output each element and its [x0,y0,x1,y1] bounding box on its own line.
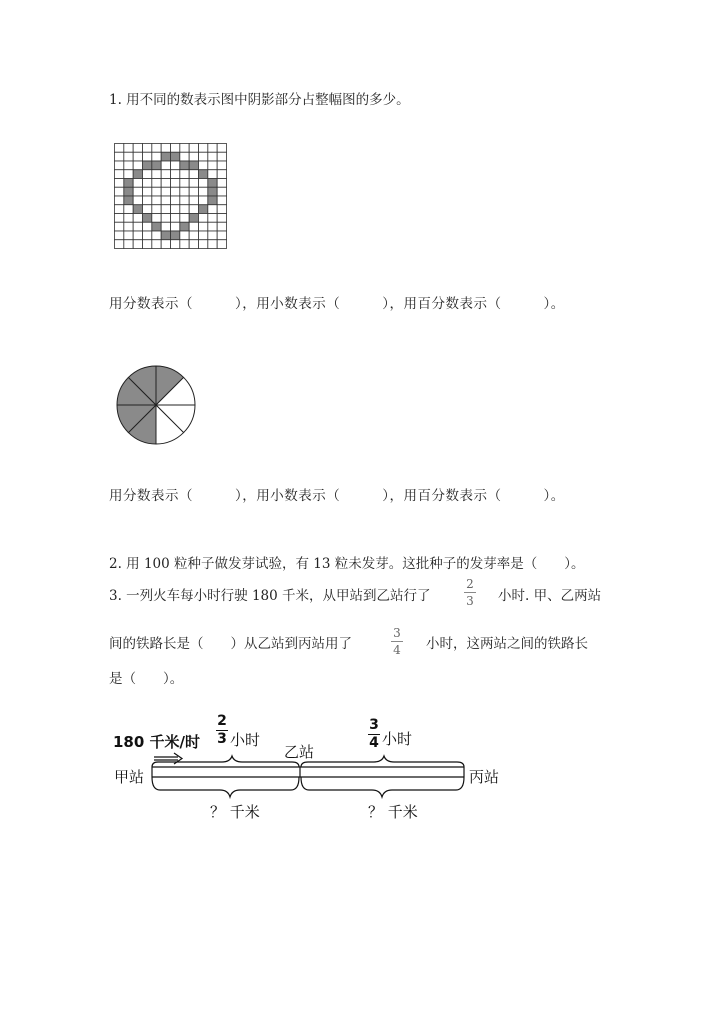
circle-figure [115,364,197,446]
grid-cell [171,152,180,161]
grid-cell [217,187,226,196]
grid-cell [171,214,180,223]
unknown-distance-1: ？ 千米 [210,803,260,821]
grid-cell [217,196,226,205]
grid-cell [199,179,208,188]
grid-cell [143,240,152,249]
grid-cell [199,170,208,179]
grid-cell [161,214,170,223]
grid-cell [133,144,142,153]
grid-cell [115,205,124,214]
fraction-numerator: 2 [217,713,227,729]
grid-cell [124,144,133,153]
unknown-distance-2: ？ 千米 [368,803,418,821]
grid-cell [189,205,198,214]
grid-cell [152,161,161,170]
question-3-line-1a: 3. 一列火车每小时行驶 180 千米，从甲站到乙站行了 [109,588,431,604]
grid-cell [133,179,142,188]
grid-cell [199,214,208,223]
fraction-denominator: 4 [369,735,379,751]
grid-cell [152,170,161,179]
grid-cell [180,152,189,161]
grid-cell [161,205,170,214]
grid-cell [208,170,217,179]
fraction-numerator: 2 [466,577,474,591]
grid-cell [208,205,217,214]
grid-cell [208,196,217,205]
question-2: 2. 用 100 粒种子做发芽试验，有 13 粒未发芽。这批种子的发芽率是（ ）。 [109,556,585,572]
grid-cell [124,170,133,179]
grid-cell [180,214,189,223]
diagram-fraction-1-unit: 小时 [230,731,261,749]
grid-cell [217,231,226,240]
question-3-fraction-2 [389,626,405,657]
grid-cell [208,144,217,153]
grid-cell [208,179,217,188]
grid-cell [143,205,152,214]
grid-cell [143,161,152,170]
question-3-line-2b: 小时，这两站之间的铁路长 [426,636,588,652]
grid-cell [199,144,208,153]
grid-cell [180,161,189,170]
top-brace-1 [152,756,299,767]
grid-cell [208,214,217,223]
grid-cell [133,231,142,240]
grid-cell [199,161,208,170]
grid-cell [171,205,180,214]
grid-cell [115,161,124,170]
grid-cell [161,170,170,179]
question-3-fraction-1 [462,577,478,608]
grid-cell [143,214,152,223]
grid-cell [133,196,142,205]
grid-cell [143,196,152,205]
grid-cell [189,240,198,249]
grid-cell [180,187,189,196]
grid-cell [133,187,142,196]
grid-cell [152,196,161,205]
grid-cell [171,170,180,179]
grid-cell [115,179,124,188]
grid-cell [115,240,124,249]
grid-cell [217,152,226,161]
circle-answer-line: 用分数表示（ ），用小数表示（ ），用百分数表示（ ）。 [109,488,565,504]
grid-cell [208,231,217,240]
grid-cell [199,205,208,214]
grid-cell [180,222,189,231]
station-a-label: 甲站 [114,768,145,786]
grid-cell [161,179,170,188]
grid-cell [189,196,198,205]
grid-cell [152,144,161,153]
grid-cell [143,231,152,240]
question-3-line-1b: 小时. 甲、乙两站 [498,588,602,604]
diagram-speed-label: 180 千米/时 [113,733,201,751]
grid-cell [208,187,217,196]
grid-cell [161,187,170,196]
grid-cell [133,214,142,223]
grid-cell [115,214,124,223]
grid-cell [171,222,180,231]
grid-cell [217,205,226,214]
grid-cell [199,231,208,240]
bottom-brace-1 [152,777,299,797]
grid-cell [189,231,198,240]
grid-cell [180,170,189,179]
grid-cell [180,240,189,249]
grid-cell [171,161,180,170]
grid-cell [161,144,170,153]
grid-cell [133,222,142,231]
grid-cell [161,231,170,240]
grid-cell [180,205,189,214]
bottom-brace-2 [301,777,464,797]
grid-cell [115,222,124,231]
grid-cell [115,231,124,240]
grid-answer-line: 用分数表示（ ），用小数表示（ ），用百分数表示（ ）。 [109,296,565,312]
top-brace-2 [301,756,464,767]
grid-cell [189,152,198,161]
grid-cell [143,179,152,188]
grid-cell [199,240,208,249]
fraction-denominator: 3 [466,594,474,608]
station-b-label: 乙站 [284,743,315,761]
grid-cell [143,170,152,179]
grid-cell [199,152,208,161]
grid-cell [171,231,180,240]
grid-cell [133,240,142,249]
station-c-label: 丙站 [469,768,500,786]
grid-cell [152,222,161,231]
grid-cell [124,222,133,231]
grid-cell [189,179,198,188]
grid-cell [189,170,198,179]
grid-cell [189,187,198,196]
grid-cell [115,144,124,153]
grid-cell [217,240,226,249]
grid-cell [199,222,208,231]
grid-cell [217,222,226,231]
grid-cell [217,214,226,223]
grid-cell [143,144,152,153]
grid-cell [152,231,161,240]
question-1-title: 1. 用不同的数表示图中阴影部分占整幅图的多少。 [109,92,410,108]
grid-cell [161,152,170,161]
grid-cell [115,187,124,196]
grid-cell [124,205,133,214]
fraction-numerator: 3 [393,626,401,640]
grid-cell [124,161,133,170]
grid-cell [199,196,208,205]
grid-cell [180,196,189,205]
grid-cell [208,240,217,249]
grid-cell [152,179,161,188]
grid-cell [189,161,198,170]
grid-cell [171,187,180,196]
grid-cell [133,170,142,179]
grid-cell [115,170,124,179]
grid-cell [208,161,217,170]
grid-cell [152,214,161,223]
question-3-line-2a: 间的铁路长是（ ）从乙站到丙站用了 [109,636,352,652]
grid-cell [180,179,189,188]
grid-cell [180,144,189,153]
grid-cell [143,152,152,161]
grid-cell [115,152,124,161]
grid-cell [189,144,198,153]
grid-cell [171,196,180,205]
line-diagram [100,740,480,800]
grid-cell [161,161,170,170]
grid-cell [152,187,161,196]
grid-cell [124,214,133,223]
grid-cell [133,161,142,170]
grid-cell [143,187,152,196]
grid-cell [152,240,161,249]
grid-cell [152,152,161,161]
grid-figure [114,143,227,249]
fraction-denominator: 4 [393,643,401,657]
grid-cell [152,205,161,214]
grid-cell [171,179,180,188]
question-3-line-3: 是（ ）。 [109,671,184,687]
fraction-numerator: 3 [369,717,379,733]
diagram-fraction-2-unit: 小时 [382,730,413,748]
grid-cell [161,222,170,231]
grid-cell [133,205,142,214]
grid-cell [161,196,170,205]
grid-cell [189,214,198,223]
grid-cell [143,222,152,231]
grid-cell [124,179,133,188]
grid-cell [189,222,198,231]
grid-cell [199,187,208,196]
grid-cell [217,179,226,188]
grid-cell [133,152,142,161]
grid-cell [180,231,189,240]
grid-cell [124,240,133,249]
grid-cell [124,152,133,161]
fraction-denominator: 3 [217,731,227,747]
grid-cell [115,196,124,205]
grid-cell [217,161,226,170]
grid-cell [124,231,133,240]
grid-cell [171,240,180,249]
grid-cell [161,240,170,249]
grid-cell [217,170,226,179]
grid-cell [124,196,133,205]
track-line [152,767,464,777]
grid-cell [208,222,217,231]
grid-cell [208,152,217,161]
grid-cell [217,144,226,153]
grid-cell [171,144,180,153]
grid-cell [124,187,133,196]
